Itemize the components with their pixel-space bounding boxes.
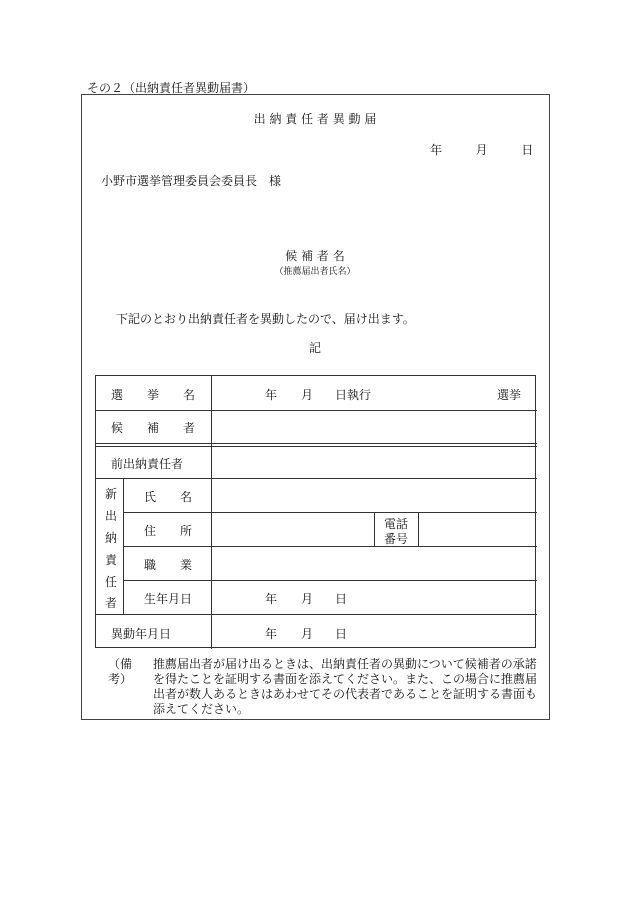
new-treasurer-char: 納 xyxy=(105,531,118,545)
col-divider xyxy=(374,512,375,546)
col-divider xyxy=(418,512,419,546)
change-date-label: 異動年月日 xyxy=(111,627,172,641)
candidate-label: 候 補 者 名 xyxy=(285,249,345,263)
row-divider xyxy=(96,410,537,411)
election-month: 月 xyxy=(301,388,314,402)
change-day: 日 xyxy=(335,627,348,641)
change-month: 月 xyxy=(301,627,314,641)
row-divider xyxy=(96,478,537,479)
remarks-label: （備考） xyxy=(108,657,133,686)
new-treasurer-char: 任 xyxy=(105,575,118,589)
ki-heading: 記 xyxy=(308,341,321,355)
addressee: 小野市選挙管理委員会委員長 様 xyxy=(101,174,282,188)
row-divider xyxy=(96,443,537,444)
form-title: 出 納 責 任 者 異 動 届 xyxy=(253,112,377,126)
new-treasurer-char: 者 xyxy=(105,596,118,610)
col-divider xyxy=(123,478,124,614)
address-label: 住 所 xyxy=(144,524,193,538)
col-divider xyxy=(211,376,212,649)
remarks-body: 推薦届出者が届け出るときは、出納責任者の異動について候補者の承諾を得たことを証明する書面を添えてください。また、この場合に推薦届出者が数人あるときはあわせてその代表者であることを証明する書面も添えてください。 xyxy=(153,657,538,716)
row-divider xyxy=(96,614,537,615)
row-divider xyxy=(123,512,537,513)
date-month: 月 xyxy=(475,143,488,157)
election-year: 年 xyxy=(265,388,278,402)
intro-text: 下記のとおり出納責任者を異動したので、届け出ます。 xyxy=(116,312,415,326)
birth-month: 月 xyxy=(301,592,314,606)
form-caption: その２（出納責任者異動届書） xyxy=(87,81,256,95)
change-year: 年 xyxy=(265,627,278,641)
row-divider xyxy=(123,580,537,581)
date-day: 日 xyxy=(521,143,534,157)
name-label: 氏 名 xyxy=(144,490,193,504)
new-treasurer-char: 出 xyxy=(105,509,118,523)
election-day-exec: 日執行 xyxy=(335,388,372,402)
phone-label-line2: 番号 xyxy=(384,532,409,546)
prev-treasurer-label: 前出納責任者 xyxy=(111,457,184,471)
birth-day: 日 xyxy=(335,592,348,606)
candidate-sublabel: （推薦届出者氏名） xyxy=(274,267,356,277)
change-table xyxy=(95,375,536,648)
election-label: 選 挙 名 xyxy=(111,388,196,402)
new-treasurer-char: 責 xyxy=(105,553,118,567)
occupation-label: 職 業 xyxy=(144,558,193,572)
row-divider xyxy=(123,546,537,547)
birth-year: 年 xyxy=(265,592,278,606)
candidate-row-label: 候 補 者 xyxy=(111,421,196,435)
election-suffix: 選挙 xyxy=(497,388,522,402)
date-line xyxy=(430,141,533,158)
row-divider xyxy=(96,446,537,447)
new-treasurer-char: 新 xyxy=(105,487,118,501)
phone-label-line1: 電話 xyxy=(384,517,409,531)
date-year: 年 xyxy=(430,143,443,157)
birthdate-label: 生年月日 xyxy=(144,592,193,606)
